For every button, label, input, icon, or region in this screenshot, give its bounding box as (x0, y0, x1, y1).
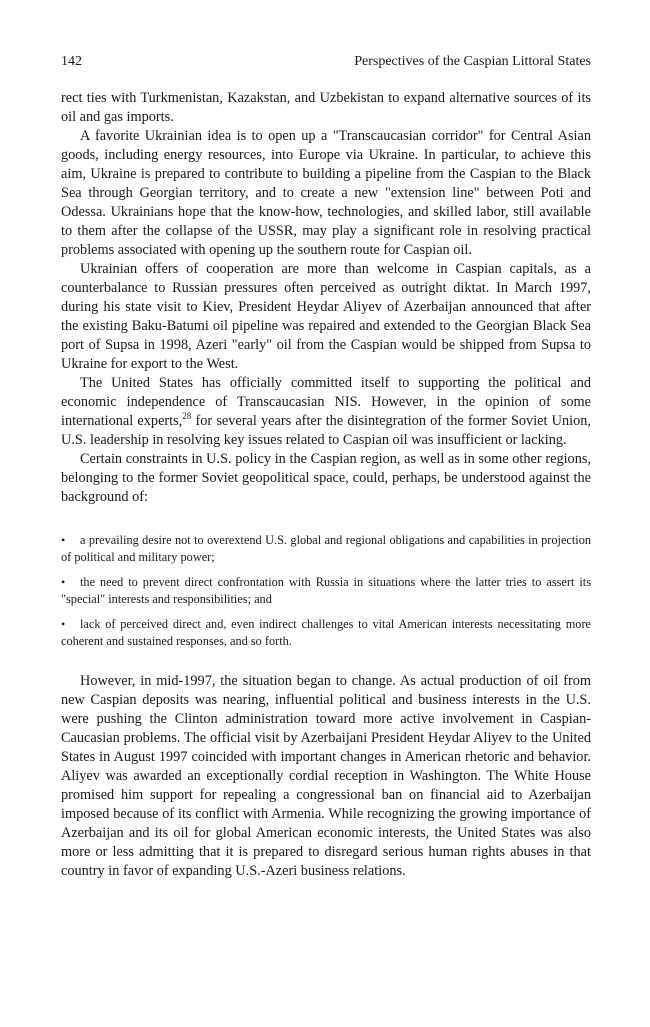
bullet-icon: • (61, 533, 66, 547)
bullet-item (61, 616, 591, 650)
bullet-list (61, 532, 591, 650)
bullet-text: a prevailing desire not to overextend U.S. global and regional obligations and capabilities in projection of political and military power; (61, 533, 591, 564)
book-page (61, 52, 591, 881)
paragraph-text: The United States has officially committed itself to supporting the political and economic independence of Transcaucasian NIS. However, in the opinion of some international experts, (61, 375, 591, 429)
bullet-text: the need to prevent direct confrontation with Russia in situations where the latter tries to assert its "special" interests and responsibilities; and (61, 575, 591, 606)
page-number: 142 (61, 54, 82, 69)
paragraph-continued: rect ties with Turkmenistan, Kazakstan, and Uzbekistan to expand alternative sources of its oil and gas imports. (61, 90, 591, 125)
bullet-item (61, 532, 591, 566)
running-title: Perspectives of the Caspian Littoral States (354, 54, 591, 69)
footnote-reference: 28 (182, 411, 192, 422)
paragraph-ukrainian-offers: Ukrainian offers of cooperation are more than welcome in Caspian capitals, as a counterbalance to Russian pressures often perceived as outright diktat. In March 1997, during his state visit to Kiev, President Heydar Aliyev of Azerbaijan announced that after the existing Baku-Batumi oil pipeline was repaired and extended to the Georgian Black Sea port of Supsa in 1998, Azeri "early" oil from the Caspian would be shipped from Supsa to Ukraine for export to the West. (61, 261, 591, 372)
paragraph-text: for several years after the disintegration of the former Soviet Union, U.S. leadership in resolving key issues related to Caspian oil was insufficient or lacking. (61, 413, 591, 448)
running-header (61, 52, 591, 72)
paragraph-united-states (61, 374, 591, 450)
bullet-icon: • (61, 617, 66, 631)
paragraph-mid-1997: However, in mid-1997, the situation began to change. As actual production of oil from new Caspian deposits was nearing, influential political and business interests in the U.S. were pushing the Clinton administration toward more active involvement in Caspian-Caucasian problems. The official visit by Azerbaijani President Heydar Aliyev to the United States in August 1997 coincided with important changes in American rhetoric and behavior. Aliyev was awarded an exceptionally cordial reception in Washington. The White House promised him support for repealing a congressional ban on financial aid to Azerbaijan imposed because of its conflict with Armenia. While recognizing the growing importance of Azerbaijan and its oil for global American economic interests, the United States was also more or less admitting that it is prepared to disregard serious human rights abuses in that country in favor of expanding U.S.-Azeri business relations. (61, 673, 591, 879)
bullet-icon: • (61, 575, 66, 589)
paragraph-constraints: Certain constraints in U.S. policy in the Caspian region, as well as in some other regions, belonging to the former Soviet geopolitical space, could, perhaps, be understood against the background of: (61, 451, 591, 505)
bullet-item (61, 574, 591, 608)
bullet-text: lack of perceived direct and, even indirect challenges to vital American interests necessitating more coherent and sustained responses, and so forth. (61, 617, 591, 648)
paragraph-transcaucasian-corridor: A favorite Ukrainian idea is to open up a "Transcaucasian corridor" for Central Asian goods, including energy resources, into Europe via Ukraine. In particular, to achieve this aim, Ukraine is prepared to contribute to building a pipeline from the Caspian to the Black Sea through Georgian territory, and to create a new "extension line" between Poti and Odessa. Ukrainians hope that the know-how, technologies, and skilled labor, still available to them after the collapse of the USSR, may play a significant role in resolving practical problems associated with opening up the southern route for Caspian oil. (61, 128, 591, 258)
